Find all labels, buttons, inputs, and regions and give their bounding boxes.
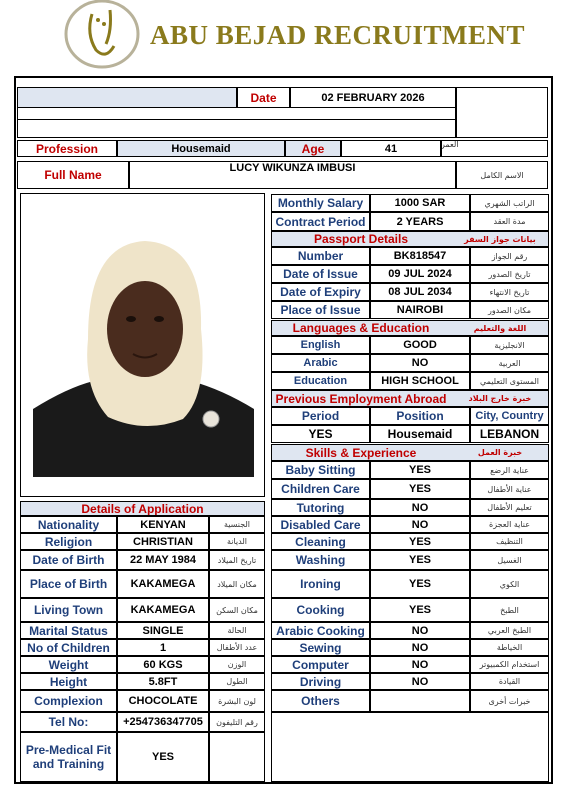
detail-label: Nationality (20, 516, 117, 533)
employment-col-country: City, Country (470, 407, 549, 425)
detail-label: Living Town (20, 598, 117, 622)
company-name: ABU BEJAD RECRUITMENT (150, 20, 526, 50)
row-label-ar: مكان الصدور (470, 301, 549, 319)
row-value (370, 690, 470, 712)
row-label-ar: المستوى التعليمي (470, 372, 549, 390)
detail-label: Religion (20, 533, 117, 550)
fullname-label-ar: الاسم الكامل (456, 161, 548, 189)
profession-value: Housemaid (117, 140, 285, 157)
row-label: Cleaning (271, 533, 370, 550)
row-label-ar: الطبخ (470, 598, 549, 622)
detail-label-ar: رقم التليفون (209, 712, 265, 732)
details-header: Details of Application (20, 501, 265, 516)
detail-label: Height (20, 673, 117, 690)
blank-row (271, 712, 549, 782)
detail-label-ar: الحالة (209, 622, 265, 639)
row-label-ar: الغسيل (470, 550, 549, 570)
row-label-ar: استخدام الكمبيوتر (470, 656, 549, 673)
row-label-ar: العربية (470, 354, 549, 372)
row-value: NO (370, 622, 470, 639)
row-value: HIGH SCHOOL (370, 372, 470, 390)
age-label: Age (285, 140, 341, 157)
row-label: Washing (271, 550, 370, 570)
row-label: English (271, 336, 370, 354)
age-value: 41 (341, 140, 441, 157)
date-label: Date (237, 87, 290, 108)
row-value: NAIROBI (370, 301, 470, 319)
row-value: NO (370, 354, 470, 372)
header-line-2 (17, 120, 456, 138)
detail-label-ar: تاريخ الميلاد (209, 550, 265, 570)
applicant-photo (33, 219, 254, 477)
detail-label-ar: الجنسية (209, 516, 265, 533)
row-label: Cooking (271, 598, 370, 622)
section-title: Languages & Education (292, 321, 430, 335)
detail-value: 22 MAY 1984 (117, 550, 209, 570)
row-label-ar: خبرات أخرى (470, 690, 549, 712)
monthly-salary-value: 1000 SAR (370, 194, 470, 212)
row-label: Education (271, 372, 370, 390)
section-title-ar: خبرة خارج البلاد (468, 394, 532, 403)
detail-value: 60 KGS (117, 656, 209, 673)
detail-label-ar: الوزن (209, 656, 265, 673)
detail-label: No of Children (20, 639, 117, 656)
row-value: NO (370, 516, 470, 533)
section-title-ar: بيانات جواز السفر (464, 234, 536, 244)
contract-value: 2 YEARS (370, 212, 470, 231)
header-line-1 (17, 108, 456, 120)
row-value: YES (370, 479, 470, 499)
detail-label: Weight (20, 656, 117, 673)
age-ar-box (441, 140, 548, 157)
detail-value: KAKAMEGA (117, 570, 209, 598)
detail-label: Pre-Medical Fit and Training (20, 732, 117, 782)
detail-label-ar: مكان الميلاد (209, 570, 265, 598)
row-label-ar: رقم الجواز (470, 247, 549, 265)
row-label-ar: التنظيف (470, 533, 549, 550)
fullname-value: LUCY WIKUNZA IMBUSI (229, 162, 356, 174)
row-label: Place of Issue (271, 301, 370, 319)
row-label-ar: الطبخ العربي (470, 622, 549, 639)
detail-value: KAKAMEGA (117, 598, 209, 622)
row-value: 09 JUL 2024 (370, 265, 470, 283)
employment-country: LEBANON (470, 425, 549, 443)
detail-value: KENYAN (117, 516, 209, 533)
row-value: YES (370, 550, 470, 570)
detail-label: Marital Status (20, 622, 117, 639)
row-label-ar: الخياطة (470, 639, 549, 656)
detail-label-ar: الطول (209, 673, 265, 690)
row-value: BK818547 (370, 247, 470, 265)
monthly-salary-label: Monthly Salary (271, 194, 370, 212)
header-box (456, 87, 548, 138)
detail-label: Place of Birth (20, 570, 117, 598)
section-title: Previous Employment Abroad (275, 391, 447, 406)
row-label-ar: تعليم الأطفال (470, 499, 549, 516)
detail-label-ar: الديانة (209, 533, 265, 550)
row-value: NO (370, 499, 470, 516)
detail-value: YES (117, 732, 209, 782)
detail-label-ar: مكان السكن (209, 598, 265, 622)
detail-value: 5.8FT (117, 673, 209, 690)
row-label: Others (271, 690, 370, 712)
profession-label: Profession (17, 140, 117, 157)
row-label-ar: الانجليزية (470, 336, 549, 354)
section-title: Skills & Experience (305, 445, 417, 460)
row-value: GOOD (370, 336, 470, 354)
row-label-ar: عناية الرضع (470, 461, 549, 479)
detail-label: Tel No: (20, 712, 117, 732)
row-value: YES (370, 570, 470, 598)
contract-label: Contract Period (271, 212, 370, 231)
row-label: Arabic Cooking (271, 622, 370, 639)
contract-ar: مدة العقد (470, 212, 549, 231)
row-label: Date of Expiry (271, 283, 370, 301)
detail-label-ar: عدد الأطفال (209, 639, 265, 656)
detail-label-ar: لون البشرة (209, 690, 265, 712)
row-label-ar: تاريخ الصدور (470, 265, 549, 283)
row-label: Number (271, 247, 370, 265)
row-value: YES (370, 461, 470, 479)
detail-value: CHOCOLATE (117, 690, 209, 712)
age-label-ar: العمر (441, 139, 459, 149)
detail-value: SINGLE (117, 622, 209, 639)
row-value: YES (370, 598, 470, 622)
row-value: NO (370, 656, 470, 673)
row-label: Date of Issue (271, 265, 370, 283)
row-label: Tutoring (271, 499, 370, 516)
row-label-ar: الكوي (470, 570, 549, 598)
row-value: NO (370, 639, 470, 656)
row-label: Children Care (271, 479, 370, 499)
detail-label: Complexion (20, 690, 117, 712)
row-label: Ironing (271, 570, 370, 598)
detail-label: Date of Birth (20, 550, 117, 570)
row-label: Sewing (271, 639, 370, 656)
row-label-ar: القيادة (470, 673, 549, 690)
detail-value: 1 (117, 639, 209, 656)
employment-col-position: Position (370, 407, 470, 425)
header-blank (17, 87, 237, 108)
row-label-ar: عناية الأطفال (470, 479, 549, 499)
employment-position: Housemaid (370, 425, 470, 443)
date-value: 02 FEBRUARY 2026 (290, 87, 456, 108)
fullname-label: Full Name (17, 161, 129, 189)
section-title: Passport Details (313, 232, 409, 246)
row-label: Arabic (271, 354, 370, 372)
monthly-salary-ar: الراتب الشهري (470, 194, 549, 212)
row-label: Computer (271, 656, 370, 673)
company-logo (62, 0, 142, 72)
section-title-ar: خبرة العمل (477, 448, 523, 457)
row-value: YES (370, 533, 470, 550)
row-label-ar: تاريخ الانتهاء (470, 283, 549, 301)
section-title-ar: اللغة والتعليم (473, 323, 527, 333)
row-label: Baby Sitting (271, 461, 370, 479)
detail-value: +254736347705 (117, 712, 209, 732)
row-value: 08 JUL 2034 (370, 283, 470, 301)
detail-label-ar (209, 732, 265, 782)
row-label-ar: عناية العجزة (470, 516, 549, 533)
employment-col-period: Period (271, 407, 370, 425)
detail-value: CHRISTIAN (117, 533, 209, 550)
row-label: Driving (271, 673, 370, 690)
row-value: NO (370, 673, 470, 690)
employment-period: YES (271, 425, 370, 443)
row-label: Disabled Care (271, 516, 370, 533)
